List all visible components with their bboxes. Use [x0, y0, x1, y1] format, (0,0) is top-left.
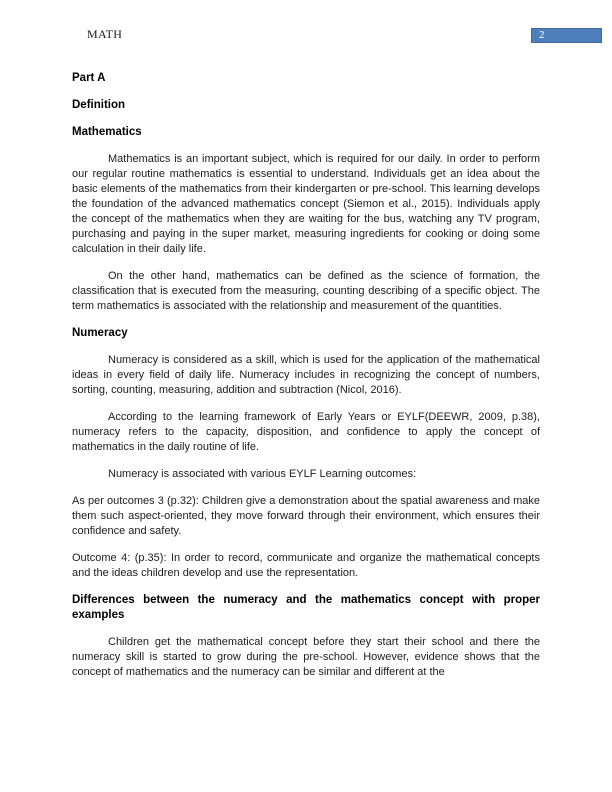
paragraph-numeracy-eylf: According to the learning framework of Early Years or EYLF(DEEWR, 2009, p.38), numeracy refers to the capacity, disposition, and confidence to apply the concept of mathematics in the daily routine of life. — [72, 411, 540, 453]
paragraph-mathematics-intro: Mathematics is an important subject, which is required for our daily. In order to perform our regular routine mathematics is essential to understand. Individuals get an idea about the basic elements of the mathematics from their kindergarten or pre-school. This learning develops the foundation of the advanced mathematics concept (Siemon et al., 2015). Individuals apply the concept of the mathematics when they are waiting for the bus, watching any TV program, purchasing and paying in the super market, measuring ingredients for cooking or doing some calculation in their daily life. — [72, 153, 540, 255]
running-head: MATH — [87, 27, 123, 41]
paragraph-outcome-3: As per outcomes 3 (p.32): Children give a demonstration about the spatial awareness and make them such aspect-oriented, they move forward through their environment, which ensures their confidence and safety. — [72, 495, 540, 537]
heading-mathematics: Mathematics — [72, 126, 142, 138]
heading-differences: Differences between the numeracy and the mathematics concept with proper examples — [72, 594, 540, 621]
paragraph-numeracy-skill: Numeracy is considered as a skill, which is used for the application of the mathematical ideas in every field of daily life. Numeracy includes in recognizing the concept of numbers, sorting, counting, measuring, addition and subtraction (Nicol, 2016). — [72, 354, 540, 396]
page-number: 2 — [539, 29, 545, 41]
paragraph-outcome-4: Outcome 4: (p.35): In order to record, communicate and organize the mathematical concepts and the ideas children develop and use the representation. — [72, 552, 540, 579]
heading-numeracy: Numeracy — [72, 327, 128, 339]
document-body — [72, 71, 540, 692]
page-number-badge — [531, 28, 602, 43]
heading-definition: Definition — [72, 99, 126, 111]
paragraph-mathematics-definition: On the other hand, mathematics can be defined as the science of formation, the classification that is executed from the measuring, counting describing of a specific object. The term mathematics is associated with the relationship and measurement of the quantities. — [72, 270, 540, 312]
paragraph-differences-intro: Children get the mathematical concept before they start their school and there the numeracy skill is started to grow during the pre-school. However, evidence shows that the concept of mathematics and the numeracy can be similar and different at the — [72, 636, 540, 678]
paragraph-numeracy-outcomes-lead: Numeracy is associated with various EYLF Learning outcomes: — [108, 468, 417, 480]
heading-part-a: Part A — [72, 72, 106, 84]
